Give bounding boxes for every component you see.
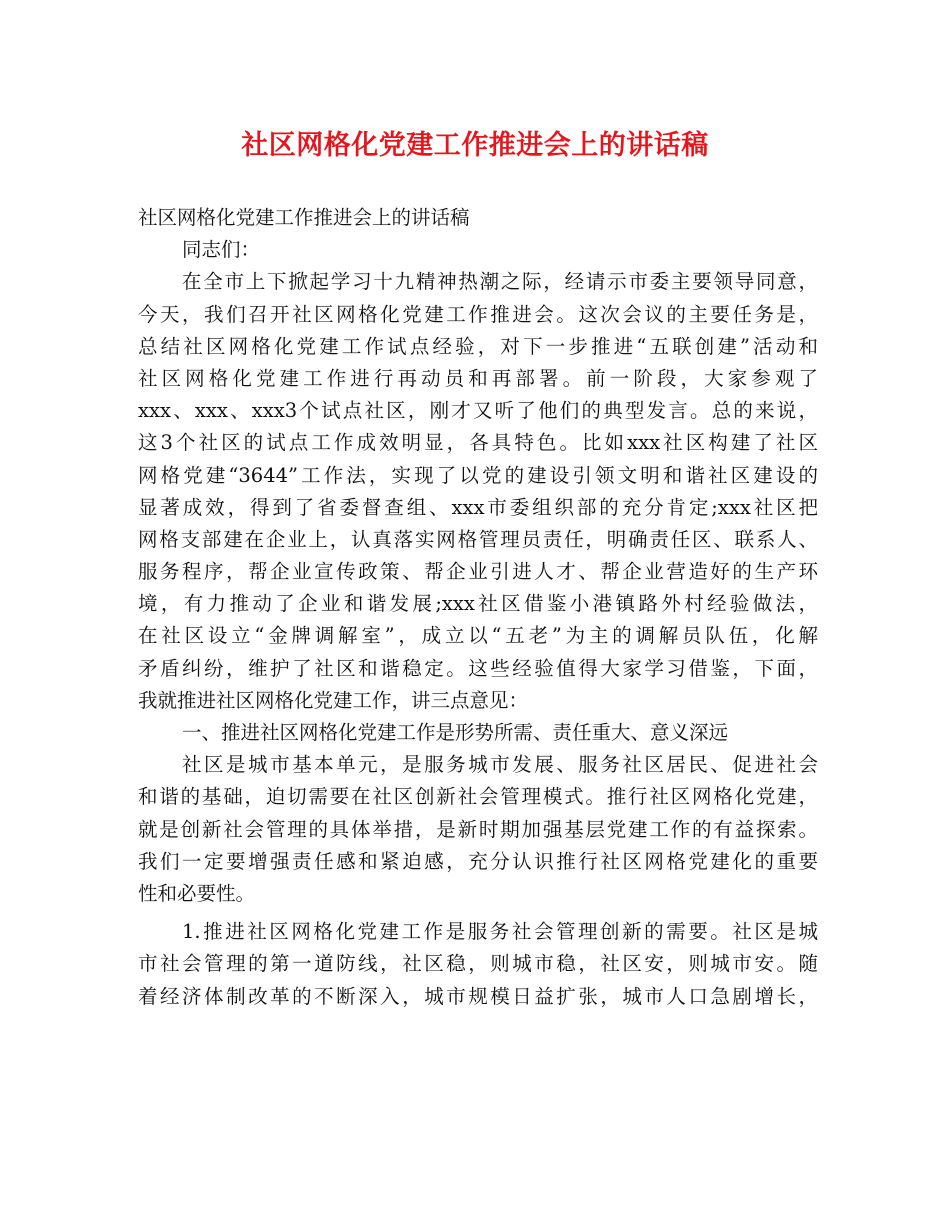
text-line: 网格支部建在企业上，认真落实网格管理员责任，明确责任区、联系人、 [138, 527, 818, 551]
text-line: 一、推进社区网格化党建工作是形势所需、责任重大、意义深远 [182, 721, 729, 744]
document-body [138, 202, 818, 1013]
text-line: 今天，我们召开社区网格化党建工作推进会。这次会议的主要任务是， [138, 302, 818, 326]
text-line: 和谐的基础，迫切需要在社区创新社会管理模式。推行社区网格化党建， [138, 785, 818, 809]
text-line: 在社区设立“金牌调解室”，成立以“五老”为主的调解员队伍，化解 [138, 624, 818, 648]
text-line: 市社会管理的第一道防线，社区稳，则城市稳，社区安，则城市安。随 [138, 952, 818, 976]
text-line: 在全市上下掀起学习十九精神热潮之际，经请示市委主要领导同意， [182, 270, 818, 294]
text-line: 矛盾纠纷，维护了社区和谐稳定。这些经验值得大家学习借鉴，下面， [138, 656, 818, 680]
text-line: 服务程序，帮企业宣传政策、帮企业引进人才、帮企业营造好的生产环 [138, 560, 818, 584]
document-title: 社区网格化党建工作推进会上的讲话稿 [241, 130, 709, 161]
text-line: 就是创新社会管理的具体举措，是新时期加强基层党建工作的有益探索。 [138, 817, 818, 841]
body-lines [138, 266, 818, 1012]
text-line: 1.推进社区网格化党建工作是服务社会管理创新的需要。社区是城 [182, 920, 818, 944]
text-line: 我就推进社区网格化党建工作，讲三点意见： [138, 688, 529, 712]
text-line: 社区是城市基本单元，是服务城市发展、服务社区居民、促进社会 [182, 753, 818, 777]
text-line: 这3个社区的试点工作成效明显，各具特色。比如xxx社区构建了社区 [138, 431, 818, 455]
text-line: 性和必要性。 [138, 881, 256, 905]
text-line: 境，有力推动了企业和谐发展;xxx社区借鉴小港镇路外村经验做法， [138, 592, 818, 616]
text-line: 社区网格化党建工作进行再动员和再部署。前一阶段，大家参观了 [138, 366, 818, 390]
text-line: 总结社区网格化党建工作试点经验，对下一步推进“五联创建”活动和 [138, 334, 818, 358]
text-line: 我们一定要增强责任感和紧迫感，充分认识推行社区网格党建化的重要 [138, 849, 818, 873]
text-line: 网格党建“3644”工作法，实现了以党的建设引领文明和谐社区建设的 [138, 463, 818, 487]
text-line: xxx、xxx、xxx3个试点社区，刚才又听了他们的典型发言。总的来说， [138, 399, 818, 423]
greeting: 同志们： [182, 238, 261, 262]
text-line: 显著成效，得到了省委督查组、xxx市委组织部的充分肯定;xxx社区把 [138, 495, 818, 519]
document-subtitle: 社区网格化党建工作推进会上的讲话稿 [138, 206, 470, 229]
text-line: 着经济体制改革的不断深入，城市规模日益扩张，城市人口急剧增长， [138, 984, 818, 1008]
